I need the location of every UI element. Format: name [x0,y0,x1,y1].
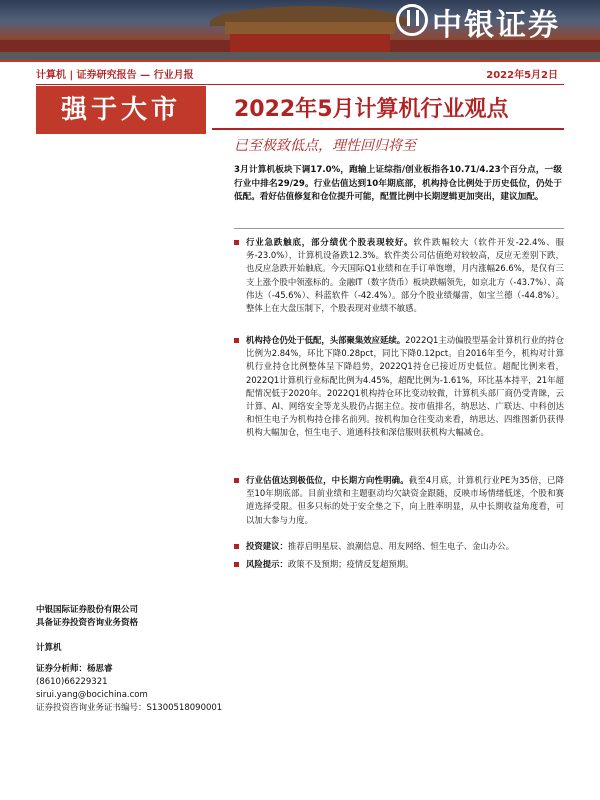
bullet-item [234,236,564,315]
title-divider [212,128,564,130]
subheader-divider [36,84,564,85]
banner-roof-lower [225,22,395,34]
company-info [36,604,226,715]
company-name: 中银国际证券股份有限公司 [36,605,139,615]
header-banner [0,0,600,60]
bullet-lead: 风险提示： [246,559,288,569]
bullet-marker-icon [234,478,239,483]
summary-divider [234,228,564,229]
boc-logo-icon [396,4,428,36]
bullet-item [234,334,564,440]
analyst-name: 证券分析师：杨思睿 [36,664,113,674]
bullet-text: 截至4月底，计算机行业PE为35倍，已降至10年期底部。目前业绩和主题驱动均欠缺资金跟随，反映市场情绪低迷，个股和赛道选择受限。但多只标的处于安全垫之下，向上胜率明显，从中长期收益角度看，可以加大参与力度。 [246,475,565,525]
banner-divider [0,60,600,62]
report-date: 2022年5月2日 [486,70,558,81]
analyst-email[interactable]: sirui.yang@bocichina.com [36,690,148,700]
bullet-item [234,558,564,571]
subheader [36,66,564,80]
bullet-marker-icon [234,338,239,343]
report-subtitle: 已至极致低点，理性回归将至 [234,138,416,154]
bullet-marker-icon [234,562,239,567]
bullet-text: 推荐启明星辰、浪潮信息、用友网络、恒生电子、金山办公。 [287,541,514,551]
bullet-lead: 行业急跌触底，部分绩优个股表现较好。 [246,237,414,247]
company-qualification: 具备证券投资咨询业务资格 [36,618,139,628]
bullet-item [234,540,564,553]
banner-ground [0,52,600,60]
bullet-marker-icon [234,544,239,549]
bullet-item [234,474,564,527]
bullet-text: 软件跌幅较大（软件开发-22.4%、服务-23.0%），计算机设备跌12.3%。软件类公司估值绝对较较高，反应无差别下跌，也反应急跌开始触底。今天国际Q1业绩和在手订单饱增，月内涨幅26.6%，是仅有三支上涨个股中领涨标的。金融IT（数字货币）板块跌幅领先，如京北方（-43.7%）、高伟达（-45.6%）、科蓝软件（-42.4%）。部分个股业绩爆雷，如宝兰德（-44.8%）。整体上在大盘压制下，个股表现对业绩不敏感。 [246,237,564,314]
bullet-text: 2022Q1主动偏股型基金计算机行业的持仓比例为2.84%，环比下降0.28pct，同比下降0.12pct。自2016年至今，机构对计算机行业持仓比例整体呈下降趋势，2022Q1持仓已接近历史低位。超配比例来看，2022Q1计算机行业标配比例为4.45%，超配比例为-1.61%，环比基本持平，21年超配情况低于2020年。2022Q1机构持仓环比变动较微，计算机头部厂商仍受青睐，云计算、AI、网络安全等龙头股仍占据主位。按市值排名，纳思达、广联达、中科创达和恒生电子为机构持仓排名前列。按机构加仓往变动来看，纳思达、四维图新仍获得机构大幅加仓，恒生电子、道通科技和深信服则获机构大幅减仓。 [246,335,565,438]
brand-name: 中银证券 [432,8,560,43]
summary-paragraph: 3月计算机板块下调17.0%，跑输上证综指/创业板指各10.71/4.23个百分点，一级行业中排名29/29。行业估值达到10年期底部，机构持仓比例处于历史低位，仍处于低配。看好估值修复和仓位提升可能，配置比例中长期逻辑更加突出，建议加配。 [234,165,562,202]
bullet-lead: 投资建议： [246,541,288,551]
breadcrumb: 计算机 | 证券研究报告 — 行业月报 [36,70,194,81]
analyst-cert: 证券投资咨询业务证书编号：S1300518090001 [36,703,223,713]
analyst-phone: (8610)66229321 [36,677,108,687]
bullet-lead: 行业估值达到极低位，中长期方向性明确。 [246,475,409,485]
report-title: 2022年5月计算机行业观点 [234,97,509,122]
rating-box: 强于大市 [36,86,206,134]
bullet-marker-icon [234,240,239,245]
bullet-lead: 机构持仓仍处于低配，头部聚集效应延续。 [246,335,406,345]
bullet-text: 政策不及预期；疫情反复超预期。 [287,559,414,569]
industry-label: 计算机 [36,643,62,653]
